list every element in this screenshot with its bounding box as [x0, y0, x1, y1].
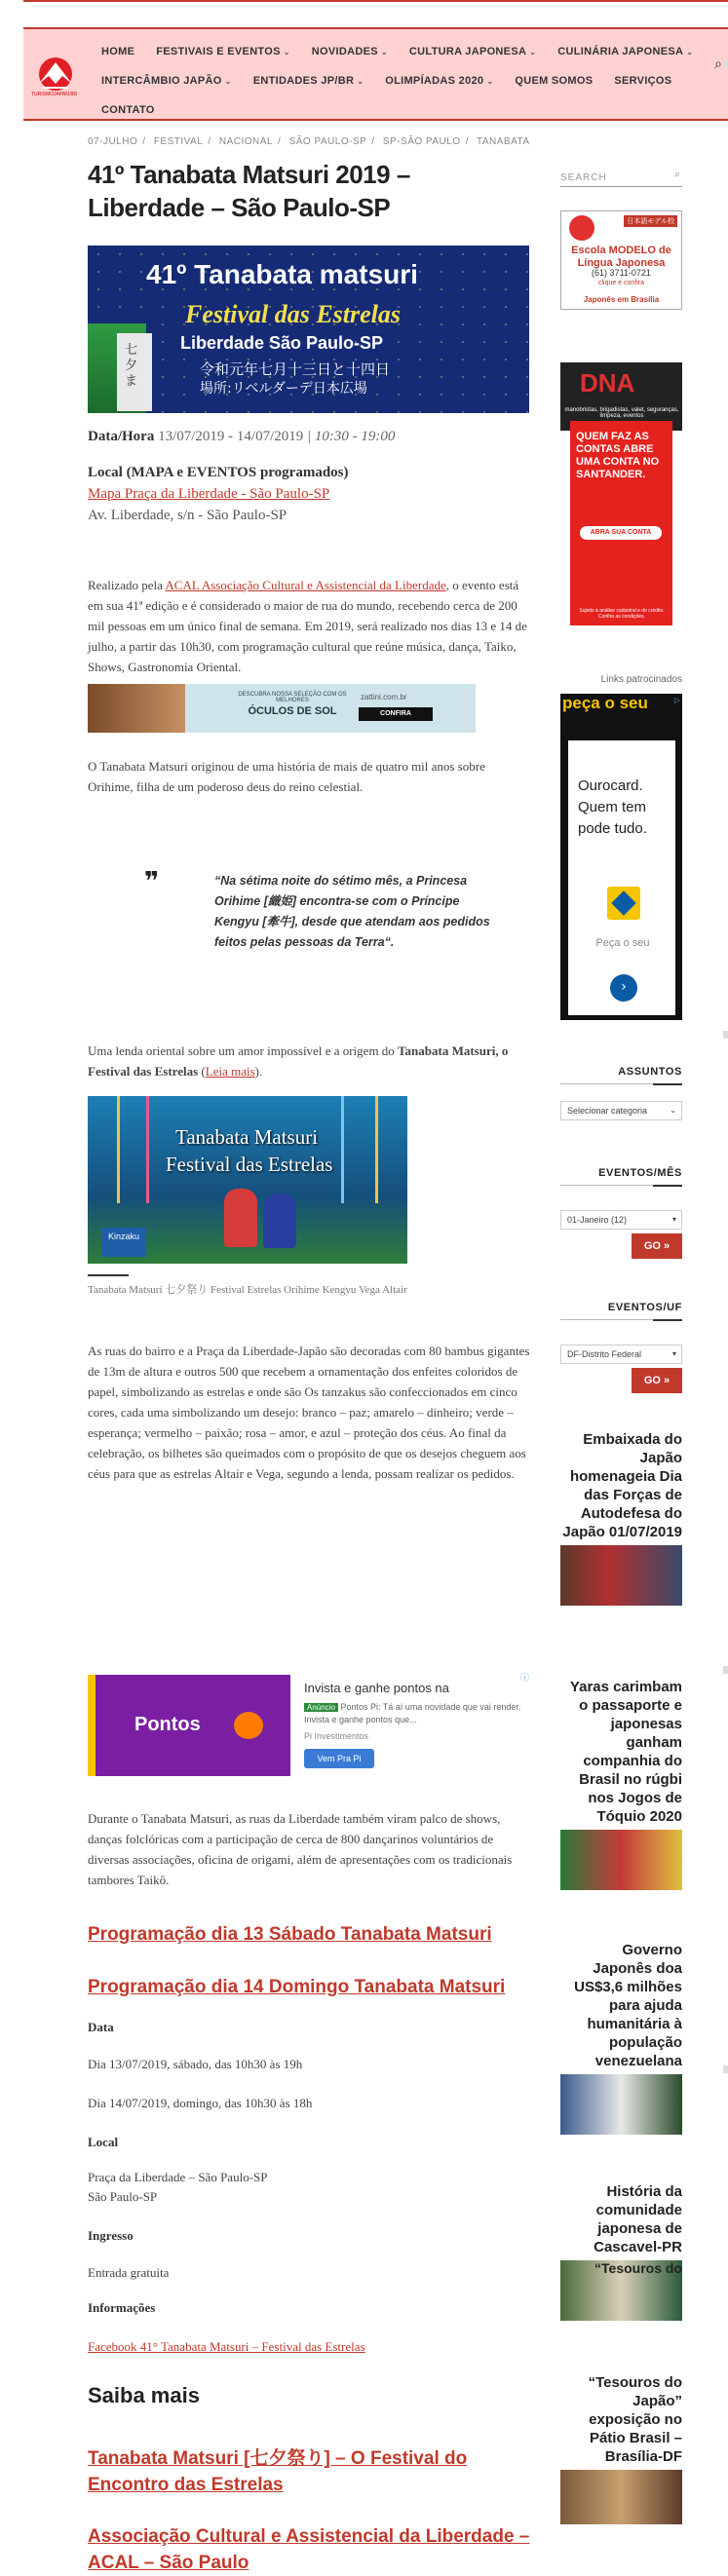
ad-text-block: Invista e ganhe pontos na Anúncio Pontos Pi: Tá aí uma novidade que vai render. Invista e ganhe pontos que... Pi Investimentos Vem Pra Pi	[304, 1681, 526, 1768]
site-logo[interactable]	[33, 55, 78, 94]
data-heading: Data	[88, 2020, 114, 2034]
bank-logo-icon	[607, 887, 640, 920]
facebook-link[interactable]: Facebook 41° Tanabata Matsuri – Festival das Estrelas	[88, 2339, 365, 2354]
search-icon[interactable]: ⌕	[673, 168, 680, 180]
ad-cta-button[interactable]: CONFIRA	[359, 707, 433, 721]
breadcrumb: 07-JULHO / FESTIVAL / NACIONAL / SÃO PAULO-SP / SP-SÃO PAULO / TANABATA	[88, 136, 530, 147]
nav-row-3	[101, 95, 715, 125]
chevron-down-icon: ⌄	[357, 77, 364, 86]
breadcrumb-item[interactable]: SP-SÃO PAULO	[382, 136, 461, 147]
ingresso-value: Entrada gratuita	[88, 2265, 170, 2280]
banner-line-3: Liberdade São Paulo-SP	[180, 333, 384, 353]
news-thumbnail[interactable]	[560, 2470, 682, 2524]
data-line-2: Dia 14/07/2019, domingo, das 10h30 às 18h	[88, 2096, 313, 2110]
origin-paragraph: O Tanabata Matsuri originou de uma história de mais de quatro mil anos sobre Orihime, filha de um poderoso deus do reino celestial.	[88, 759, 485, 794]
chevron-down-icon: ⌄	[283, 48, 290, 57]
santander-ad[interactable]: QUEM FAZ AS CONTAS ABRE UMA CONTA NO SANTANDER. ABRA SUA CONTA Sujeito à análise cadastral e de crédito. Confira as condições.	[570, 421, 672, 625]
location-address: Av. Liberdade, s/n - São Paulo-SP	[88, 508, 287, 523]
sidebar-search[interactable]	[560, 168, 682, 187]
read-more-link[interactable]: Leia mais	[205, 1064, 255, 1079]
bambu-paragraph: As ruas do bairro e a Praça da Liberdade-Japão são decoradas com 80 bambus gigantes de 13m de altura e outros 500 que recebem a ornamentação dos enfeites coloridos de papel, simbolizando as estrelas e onde são Os tanzakus são confeccionados em cinco cores, cada uma simbolizando um desejo: branco – paz; amarelo – dinheiro; verde – esperança; vermelho – paixão; rosa – amor, e azul – proteção dos céus. Ao final da celebração, os bilhetes são queimados com o propósito de que os desejos cheguem aos céus para que as estrelas Altair e Vega, segundo a lenda, possam realizar os pedidos.	[88, 1344, 530, 1481]
prog-13-link[interactable]: Programação dia 13 Sábado Tanabata Matsuri	[88, 1924, 492, 1945]
ad-cta-button[interactable]: Vem Pra Pi	[304, 1749, 374, 1768]
data-line-1: Dia 13/07/2019, sábado, das 10h30 às 19h	[88, 2057, 303, 2071]
nav-entidades[interactable]: ENTIDADES JP/BR ⌄	[252, 75, 364, 87]
nav-quem-somos[interactable]: QUEM SOMOS	[515, 75, 594, 87]
intro-paragraph: Realizado pela ACAL Associação Cultural e Assistencial da Liberdade, o evento está em sua 41ª edição e é considerado o maior de rua do mundo, recebendo cerca de 200 mil pessoas em um único final de semana. Em 2019, será realizado nos dias 13 e 14 de julho, a partir das 10h30, com programação cultural que reúne música, dança, Taiko, Shows, Gastronomia Oriental.	[88, 578, 527, 674]
search-input[interactable]: SEARCH	[560, 172, 607, 183]
scroll-indicator	[723, 2065, 728, 2073]
arrow-right-icon[interactable]: ›	[610, 974, 637, 1002]
nav-olimpiadas[interactable]: OLIMPÍADAS 2020 ⌄	[385, 75, 494, 87]
page-title: 41º Tanabata Matsuri 2019 – Liberdade – São Paulo-SP	[88, 160, 410, 222]
tanabata-festival-image[interactable]	[88, 1096, 407, 1264]
banner-side-text: 七夕ま	[125, 343, 138, 389]
news-title[interactable]: Embaixada do Japão homenageia Dia das Forças de Autodefesa do Japão 01/07/2019	[562, 1431, 682, 1540]
main-nav	[101, 37, 715, 125]
news-title[interactable]: História da comunidade japonesa de Cascavel-PR	[594, 2183, 682, 2255]
news-item[interactable]	[560, 1941, 682, 2135]
chevron-down-icon: ⌄	[686, 48, 694, 57]
saiba-link-2[interactable]: Associação Cultural e Assistencial da Liberdade – ACAL – São Paulo	[88, 2526, 530, 2573]
ad-brand: zattini.com.br	[361, 693, 407, 701]
nav-row-2	[101, 66, 715, 95]
kengyu-doll	[263, 1193, 296, 1248]
nav-festivais[interactable]: FESTIVAIS E EVENTOS ⌄	[156, 46, 290, 57]
chevron-down-icon: ⌄	[224, 77, 232, 86]
image-title-1: Tanabata Matsuri	[175, 1125, 319, 1149]
nav-novidades[interactable]: NOVIDADES ⌄	[311, 46, 388, 57]
scroll-indicator	[723, 1031, 728, 1039]
news-item[interactable]	[560, 2373, 682, 2524]
uf-go-button[interactable]: GO »	[632, 1368, 682, 1393]
quote-text: “Na sétima noite do sétimo mês, a Princesa Orihime [織姫] encontra-se com o Príncipe Kengyu [牽牛], desde que atendam aos pedidos feitos pelas pessoas da Terra“.	[214, 874, 490, 949]
news-item[interactable]	[560, 1430, 682, 1606]
ad-cta-button[interactable]: ABRA SUA CONTA	[580, 526, 662, 540]
paper-streamer	[375, 1096, 378, 1203]
local-line-2: São Paulo-SP	[88, 2189, 158, 2204]
durante-paragraph: Durante o Tanabata Matsuri, as ruas da Liberdade também viram palco de shows, danças folclóricas com a participação de cerca de 800 dançarinos voluntários de diversas associações, oficina de origami, além de apresentações com os tradicionais tambores Taikô.	[88, 1811, 513, 1887]
breadcrumb-item[interactable]: FESTIVAL	[153, 136, 204, 147]
breadcrumb-item[interactable]: 07-JULHO	[88, 136, 138, 147]
news-title[interactable]: Governo Japonês doa US$3,6 milhões para ajuda humanitária à população venezuelana	[574, 1942, 682, 2069]
chevron-down-icon: ▾	[671, 1349, 676, 1358]
map-link[interactable]: Mapa Praça da Liberdade - São Paulo-SP	[88, 486, 330, 502]
nav-intercambio[interactable]: INTERCÂMBIO JAPÃO ⌄	[101, 75, 232, 87]
scroll-indicator	[723, 60, 728, 68]
pontos-pi-ad[interactable]	[88, 1671, 529, 1776]
ourocard-ad[interactable]: peça o seu ▷ Ourocard. Quem tem pode tudo. Peça o seu ›	[560, 694, 682, 1020]
search-icon[interactable]: ⌕	[714, 57, 722, 72]
banner-line-1: 41º Tanabata matsuri	[146, 259, 418, 289]
eventos-uf-title: EVENTOS/UF	[607, 1302, 682, 1313]
event-location	[88, 462, 349, 526]
ingresso-heading: Ingresso	[88, 2228, 134, 2243]
ad-info-icon[interactable]: ▷	[673, 696, 680, 704]
news-thumbnail[interactable]	[560, 2074, 682, 2135]
info-heading: Informações	[88, 2300, 156, 2315]
ad-info-icon[interactable]: ⓘ	[519, 1674, 529, 1684]
nav-row-1	[101, 37, 715, 66]
local-line-1: Praça da Liberdade – São Paulo-SP	[88, 2170, 268, 2184]
ad-model-photo	[88, 684, 185, 733]
top-accent-line	[23, 0, 728, 2]
breadcrumb-item[interactable]: SÃO PAULO-SP	[288, 136, 367, 147]
news-item[interactable]	[560, 2182, 682, 2321]
news-thumbnail[interactable]	[560, 1545, 682, 1606]
chevron-down-icon: ▾	[671, 1215, 676, 1224]
month-go-button[interactable]: GO »	[632, 1233, 682, 1259]
nav-culinaria[interactable]: CULINÁRIA JAPONESA ⌄	[557, 46, 694, 57]
chevron-down-icon: ⌄	[380, 48, 388, 57]
image-badge: Kinzaku	[101, 1228, 146, 1257]
acal-link[interactable]: ACAL Associação Cultural e Assistencial da Liberdade	[165, 578, 446, 592]
dna-ad[interactable]: DNA manobristas, brigadistas, valet, seguranças, limpeza, eventos	[560, 362, 682, 431]
saiba-mais-heading: Saiba mais	[88, 2383, 200, 2407]
paper-streamer	[146, 1096, 149, 1203]
category-select[interactable]: Selecionar categoria ⌄	[560, 1101, 682, 1120]
banner-line-4: 令和元年七月十三日と十四日	[200, 360, 391, 378]
location-label: Local (MAPA e EVENTOS programados)	[88, 465, 349, 480]
nav-cultura[interactable]: CULTURA JAPONESA ⌄	[408, 46, 537, 57]
nav-contato[interactable]: CONTATO	[101, 104, 155, 116]
event-date: Data/Hora 13/07/2019 - 14/07/2019 | 10:30 - 19:00	[88, 429, 396, 444]
news-title[interactable]: “Tesouros do Japão” exposição no Pátio Brasil – Brasília-DF	[588, 2374, 682, 2465]
chevron-down-icon: ⌄	[529, 48, 537, 57]
quote-mark-icon: ❞	[144, 867, 160, 896]
legend-paragraph: Uma lenda oriental sobre um amor impossível e a origem do Tanabata Matsuri, o Festival das Estrelas (Leia mais).	[88, 1043, 509, 1079]
sunglasses-ad[interactable]	[88, 684, 476, 733]
school-logo-icon	[569, 215, 594, 241]
banner-line-5: 場所:リベルダーデ日本広場	[200, 381, 367, 397]
breadcrumb-item[interactable]: NACIONAL	[218, 136, 273, 147]
orihime-doll	[224, 1189, 257, 1247]
news-thumbnail[interactable]	[560, 1830, 682, 1890]
local-heading: Local	[88, 2135, 119, 2149]
logo-text: TURISMOJAPAN.BR	[31, 92, 78, 97]
school-ad[interactable]: 日本語モデル校 Escola MODELO de Língua Japonesa (61) 3711-0721 clique e confira Japonês em Brasília	[560, 210, 682, 310]
news-title[interactable]: Yaras carimbam o passaporte e japonesas ganham companhia do Brasil no rúgbi nos Jogos de Tóquio 2020	[569, 1679, 682, 1825]
news-thumbnail[interactable]: “Tesouros do	[560, 2260, 682, 2321]
article-main	[88, 136, 531, 2573]
sponsored-links-label: Links patrocinados	[600, 674, 682, 685]
month-select[interactable]: 01-Janeiro (12) ▾	[560, 1210, 682, 1230]
saiba-link-1[interactable]: Tanabata Matsuri [七夕祭り] – O Festival do Encontro das Estrelas	[88, 2448, 468, 2495]
image-title-2: Festival das Estrelas	[166, 1153, 333, 1176]
chevron-down-icon: ⌄	[486, 77, 494, 86]
nav-servicos[interactable]: SERVIÇOS	[614, 75, 672, 87]
site-header	[23, 27, 728, 121]
scroll-indicator	[723, 1666, 728, 1674]
paper-streamer	[117, 1096, 120, 1203]
eventos-mes-title: EVENTOS/MÊS	[598, 1167, 682, 1179]
chevron-down-icon: ⌄	[670, 1106, 676, 1115]
event-banner-image	[88, 246, 529, 413]
prog-14-link[interactable]: Programação dia 14 Domingo Tanabata Matsuri	[88, 1977, 506, 1997]
banner-line-2: Festival das Estrelas	[185, 300, 402, 328]
news-item[interactable]	[560, 1678, 682, 1890]
breadcrumb-item[interactable]: TANABATA	[476, 136, 530, 147]
paper-streamer	[341, 1096, 344, 1203]
ad-text: DESCUBRA NOSSA SELEÇÃO COM OS MELHORES ÓCULOS DE SOL	[238, 692, 347, 717]
assuntos-title: ASSUNTOS	[618, 1066, 682, 1078]
ad-card-image: Pontos	[88, 1675, 290, 1776]
image-caption: Tanabata Matsuri 七夕祭り Festival Estrelas Orihime Kengyu Vega Altair	[88, 1284, 407, 1296]
uf-select[interactable]: DF-Distrito Federal ▾	[560, 1345, 682, 1364]
caption-divider	[88, 1274, 129, 1276]
pi-logo-icon	[234, 1712, 263, 1739]
nav-home[interactable]: HOME	[101, 46, 135, 57]
